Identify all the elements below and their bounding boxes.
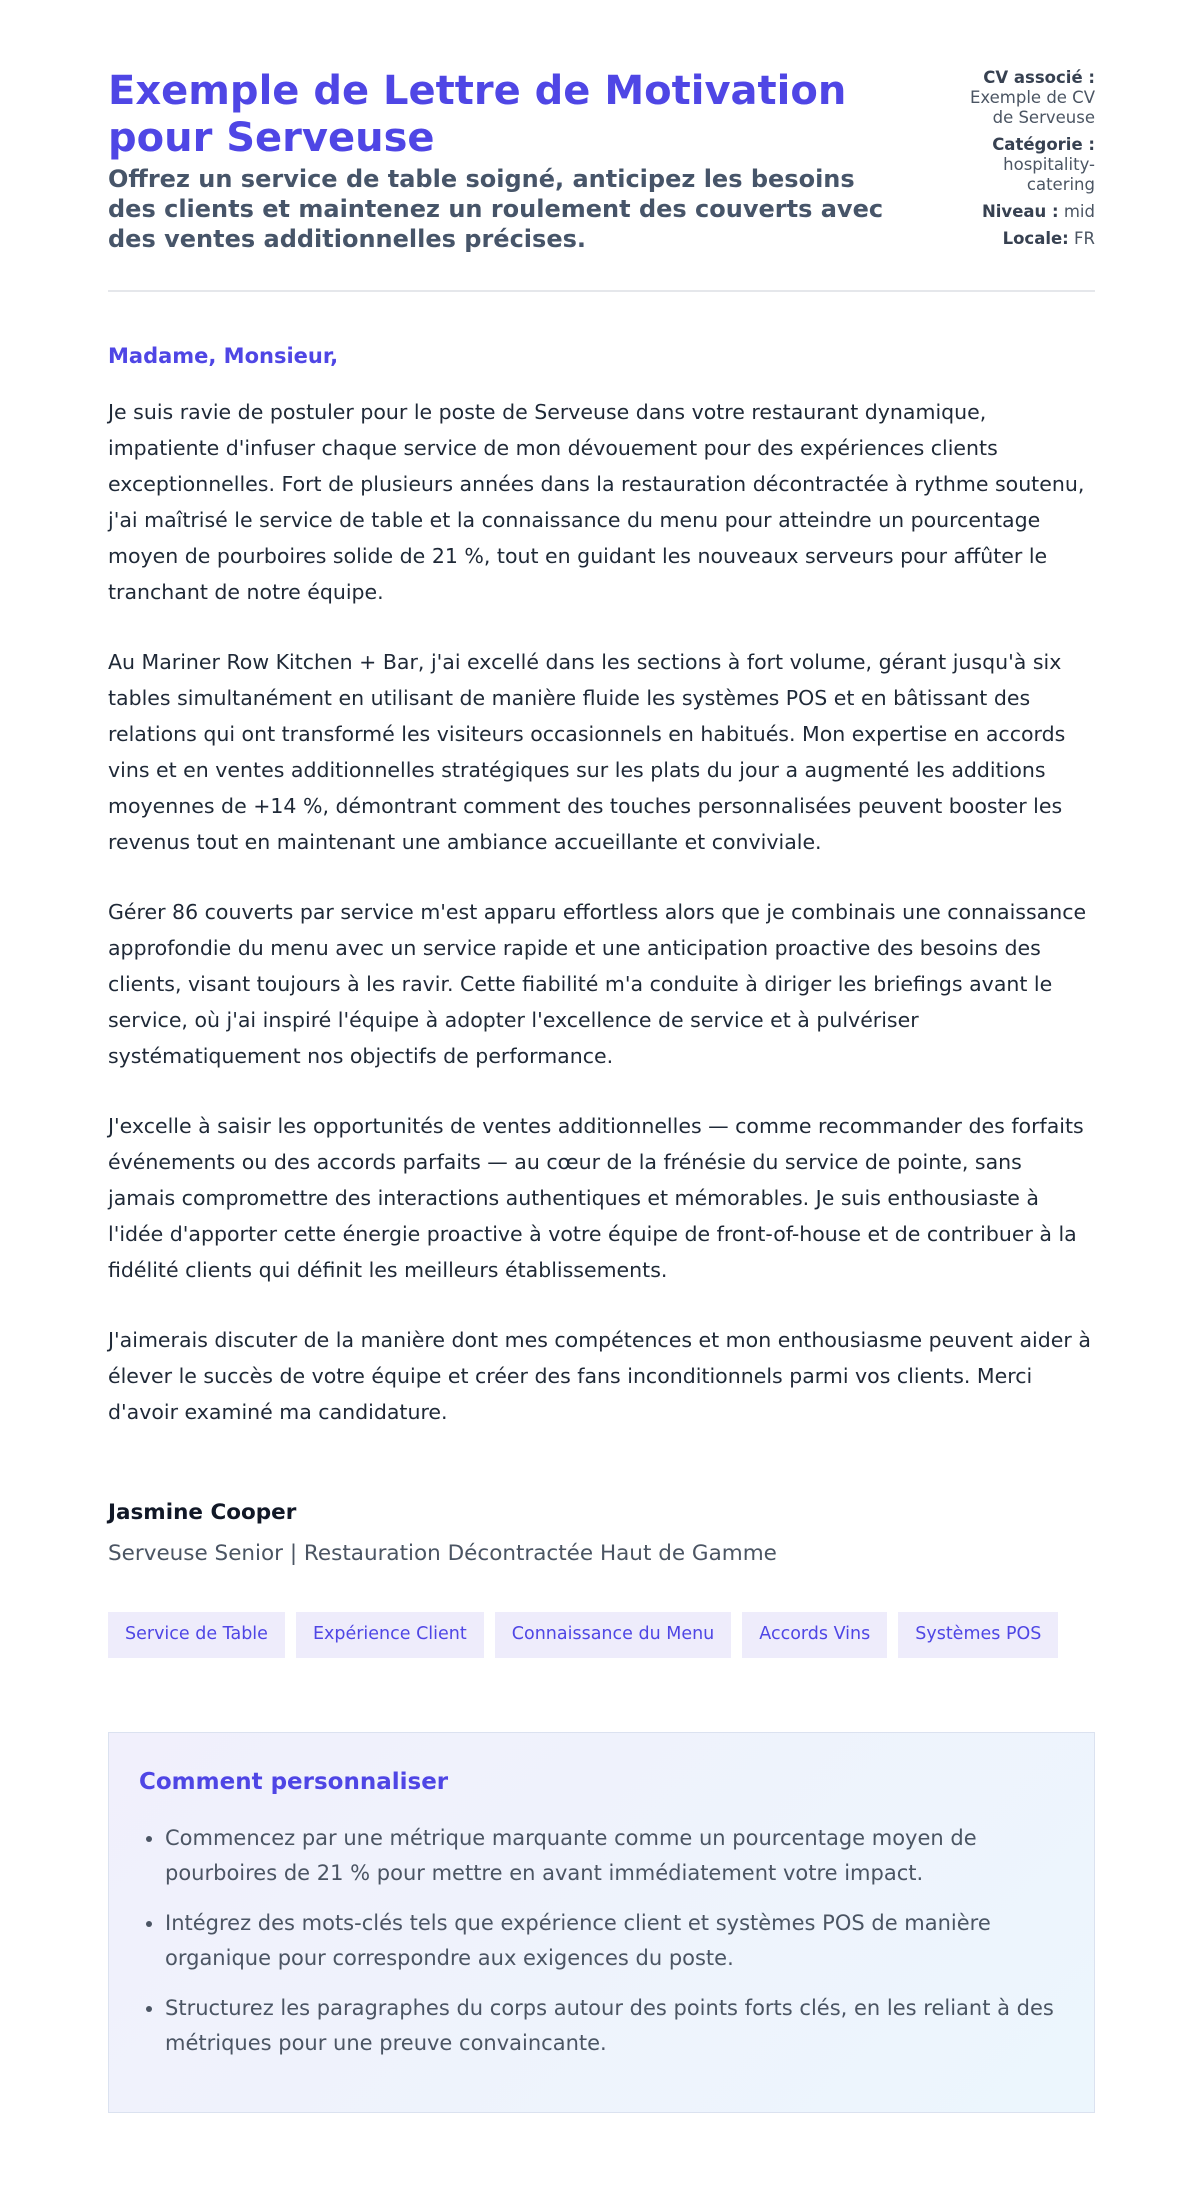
category-label: Catégorie : bbox=[992, 135, 1095, 154]
level-value: mid bbox=[1063, 202, 1095, 221]
locale-value: FR bbox=[1074, 229, 1095, 248]
paragraph: Je suis ravie de postuler pour le poste de Serveuse dans votre restaurant dynamique, impatiente d'infuser chaque service de mon dévouement pour des expériences clients exceptionnelles. Fort de plusieurs années dans la restauration décontractée à rythme soutenu, j'ai maîtrisé le service de table et la connaissance du menu pour atteindre un pourcentage moyen de pourboires solide de 21 %, tout en guidant les nouveaux serveurs pour affûter le tranchant de notre équipe. bbox=[108, 400, 1085, 604]
level-label: Niveau : bbox=[981, 202, 1059, 221]
tips-box bbox=[108, 1732, 1095, 2113]
category-value: hospitality-catering bbox=[1003, 155, 1095, 194]
tips-list bbox=[139, 1821, 1064, 2061]
cv-label: CV associé : bbox=[983, 68, 1095, 87]
paragraph: Au Mariner Row Kitchen + Bar, j'ai excellé dans les sections à fort volume, gérant jusqu'à six tables simultanément en utilisant de manière fluide les systèmes POS et en bâtissant des relations qui ont transformé les visiteurs occasionnels en habitués. Mon expertise en accords vins et en ventes additionnelles stratégiques sur les plats du jour a augmenté les additions moyennes de +14 %, démontrant comment des touches personnalisées peuvent booster les revenus tout en maintenant une ambiance accueillante et conviviale. bbox=[108, 650, 1066, 854]
letter-body bbox=[108, 394, 1095, 1430]
tip-item: • Structurez les paragraphes du corps autour des points forts clés, en les reliant à des métriques pour une preuve convaincante. bbox=[165, 1991, 1064, 2061]
signature-name: Jasmine Cooper bbox=[108, 1500, 297, 1525]
page-title: Exemple de Lettre de Motivation pour Serveuse bbox=[108, 68, 847, 161]
page-subtitle: Offrez un service de table soigné, anticipez les besoins des clients et maintenez un roulement des couverts avec des ventes additionnelles précises. bbox=[108, 165, 884, 253]
tip-item: • Commencez par une métrique marquante comme un pourcentage moyen de pourboires de 21 % pour mettre en avant immédiatement votre impact. bbox=[165, 1821, 1064, 1891]
paragraph: J'aimerais discuter de la manière dont mes compétences et mon enthousiasme peuvent aider à élever le succès de votre équipe et créer des fans inconditionnels parmi vos clients. Merci d'avoir examiné ma candidature. bbox=[108, 1328, 1091, 1424]
tip-item: • Intégrez des mots-clés tels que expérience client et systèmes POS de manière organique pour correspondre aux exigences du poste. bbox=[165, 1906, 1064, 1976]
paragraph: J'excelle à saisir les opportunités de ventes additionnelles — comme recommander des forfaits événements ou des accords parfaits — au cœur de la frénésie du service de pointe, sans jamais compromettre des interactions authentiques et mémorables. Je suis enthousiaste à l'idée d'apporter cette énergie proactive à votre équipe de front-of-house et de contribuer à la fidélité clients qui définit les meilleurs établissements. bbox=[108, 1114, 1084, 1282]
salutation: Madame, Monsieur, bbox=[108, 344, 339, 368]
skill-tag: Service de Table bbox=[108, 1612, 285, 1658]
cv-value: Exemple de CV de Serveuse bbox=[969, 88, 1095, 127]
locale-label: Locale: bbox=[1002, 229, 1069, 248]
skill-tag: Systèmes POS bbox=[898, 1612, 1058, 1658]
meta-info bbox=[945, 68, 1095, 256]
paragraph: Gérer 86 couverts par service m'est apparu effortless alors que je combinais une connaissance approfondie du menu avec un service rapide et une anticipation proactive des besoins des clients, visant toujours à les ravir. Cette fiabilité m'a conduite à diriger les briefings avant le service, où j'ai inspiré l'équipe à adopter l'excellence de service et à pulvériser systématiquement nos objectifs de performance. bbox=[108, 900, 1087, 1068]
header bbox=[108, 68, 1095, 292]
skill-tag: Expérience Client bbox=[296, 1612, 484, 1658]
cover-letter-page bbox=[108, 68, 1095, 2113]
skill-tag: Accords Vins bbox=[742, 1612, 887, 1658]
signature-role: Serveuse Senior | Restauration Décontractée Haut de Gamme bbox=[108, 1541, 777, 1566]
skill-tags bbox=[108, 1612, 1095, 1658]
tips-title: Comment personnaliser bbox=[139, 1769, 449, 1795]
skill-tag: Connaissance du Menu bbox=[495, 1612, 732, 1658]
